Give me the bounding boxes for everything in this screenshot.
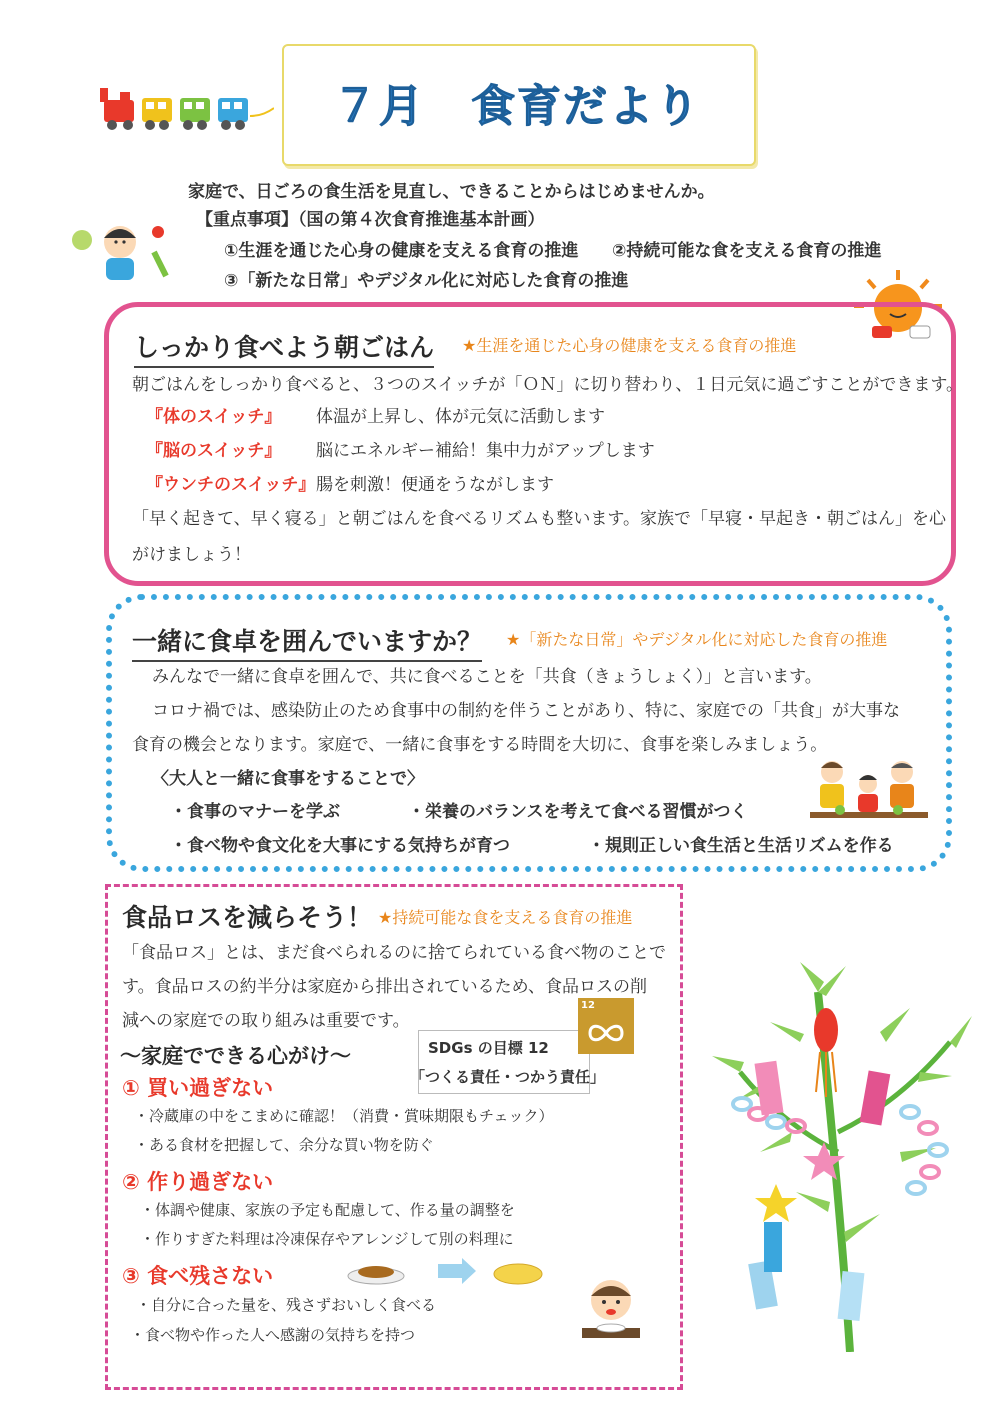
tip-1-item: ・ある食材を把握して、余分な買い物を防ぐ: [134, 1136, 434, 1154]
tanabata-bamboo-illustration: [700, 952, 980, 1352]
kyoshoku-subheading: 〈大人と一緒に食事をすることで〉: [152, 769, 424, 789]
foodloss-p2: す。食品ロスの約半分は家庭から排出されているため、食品ロスの削: [122, 977, 647, 997]
breakfast-closing-cont: がけましょう！: [132, 545, 251, 565]
brain-switch-label: 『脳のスイッチ』: [146, 441, 282, 461]
kyoshoku-p2: コロナ禍では、感染防止のため食事中の制約を伴うことがあり、特に、家庭での「共食」が大事な: [152, 701, 900, 721]
priority-point-3: ③「新たな日常」やデジタル化に対応した食育の推進: [224, 271, 629, 291]
kyoshoku-heading: 一緒に食卓を囲んでいますか？: [132, 622, 482, 662]
infinity-icon: [588, 1022, 624, 1044]
boy-vegetables-illustration: [66, 202, 176, 282]
kyoshoku-p1: みんなで一緒に食卓を囲んで、共に食べることを「共食（きょうしょく）」と言います。: [152, 667, 822, 687]
benefit-item: ・食べ物や食文化を大事にする気持ちが育つ: [170, 836, 510, 856]
foodloss-subheading: ～家庭でできる心がけ～: [120, 1044, 351, 1068]
sdg-goal-title: 「つくる責任・つかう責任」: [410, 1068, 606, 1086]
foodloss-tag: ★持続可能な食を支える食育の推進: [378, 908, 633, 927]
tip-1-title: ① 買い過ぎない: [122, 1076, 274, 1100]
breakfast-closing: 「早く起きて、早く寝る」と朝ごはんを食べるリズムも整います。家族で「早寝・早起き・朝ごはん」を心: [132, 509, 946, 529]
benefit-item: ・食事のマナーを学ぶ: [170, 802, 340, 822]
body-switch-label: 『体のスイッチ』: [146, 407, 282, 427]
sdg-12-icon: [578, 998, 634, 1054]
benefit-item: ・栄養のバランスを考えて食べる習慣がつく: [408, 802, 748, 822]
kyoshoku-tag: ★「新たな日常」やデジタル化に対応した食育の推進: [506, 630, 888, 649]
tip-3-item: ・自分に合った量を、残さずおいしく食べる: [136, 1296, 437, 1314]
foodloss-p1: 「食品ロス」とは、まだ食べられるのに捨てられている食べ物のことで: [122, 943, 666, 963]
tip-1-item: ・冷蔵庫の中をこまめに確認！（消費・賞味期限もチェック）: [134, 1107, 554, 1125]
tip-2-item: ・作りすぎた料理は冷凍保存やアレンジして別の料理に: [140, 1230, 514, 1248]
page-title: ７月 食育だより: [333, 81, 701, 132]
bowel-switch-desc: 腸を刺激！便通をうながします: [316, 475, 554, 495]
tip-2-item: ・体調や健康、家族の予定も配慮して、作る量の調整を: [140, 1201, 515, 1219]
child-eating-illustration: [576, 1272, 646, 1342]
foodloss-p3: 減への家庭での取り組みは重要です。: [122, 1011, 410, 1031]
breakfast-tag: ★生涯を通じた心身の健康を支える食育の推進: [462, 336, 797, 355]
train-illustration: [98, 86, 274, 132]
brain-switch-desc: 脳にエネルギー補給！集中力がアップします: [316, 441, 655, 461]
intro-line: 家庭で、日ごろの食生活を見直し、できることからはじめませんか。: [188, 182, 715, 202]
tip-3-title: ③ 食べ残さない: [122, 1264, 274, 1288]
bowel-switch-label: 『ウンチのスイッチ』: [146, 475, 316, 495]
tip-3-item: ・食べ物や作った人へ感謝の気持ちを持つ: [130, 1326, 416, 1344]
sdg-goal-label: SDGs の目標 12: [428, 1039, 549, 1057]
breakfast-heading: しっかり食べよう朝ごはん: [134, 328, 434, 368]
family-eating-illustration: [810, 750, 928, 826]
sdg-icon-number: 12: [581, 1000, 595, 1011]
kyoshoku-p2-cont: 食育の機会となります。家庭で、一緒に食事をする時間を大切に、食事を楽しみましょう。: [132, 735, 828, 755]
benefit-item: ・規則正しい食生活と生活リズムを作る: [588, 836, 894, 856]
breakfast-lead: 朝ごはんをしっかり食べると、３つのスイッチが「ＯＮ」に切り替わり、１日元気に過ごすことができます。: [132, 375, 963, 395]
foodloss-heading: 食品ロスを減らそう！: [122, 903, 373, 932]
priority-heading: 【重点事項】（国の第４次食育推進基本計画）: [196, 210, 545, 230]
priority-point-2: ②持続可能な食を支える食育の推進: [612, 241, 882, 261]
leftover-arrange-illustration: [346, 1254, 546, 1288]
body-switch-desc: 体温が上昇し、体が元気に活動します: [316, 407, 605, 427]
priority-point-1: ①生涯を通じた心身の健康を支える食育の推進: [224, 241, 579, 261]
tip-2-title: ② 作り過ぎない: [122, 1170, 274, 1194]
